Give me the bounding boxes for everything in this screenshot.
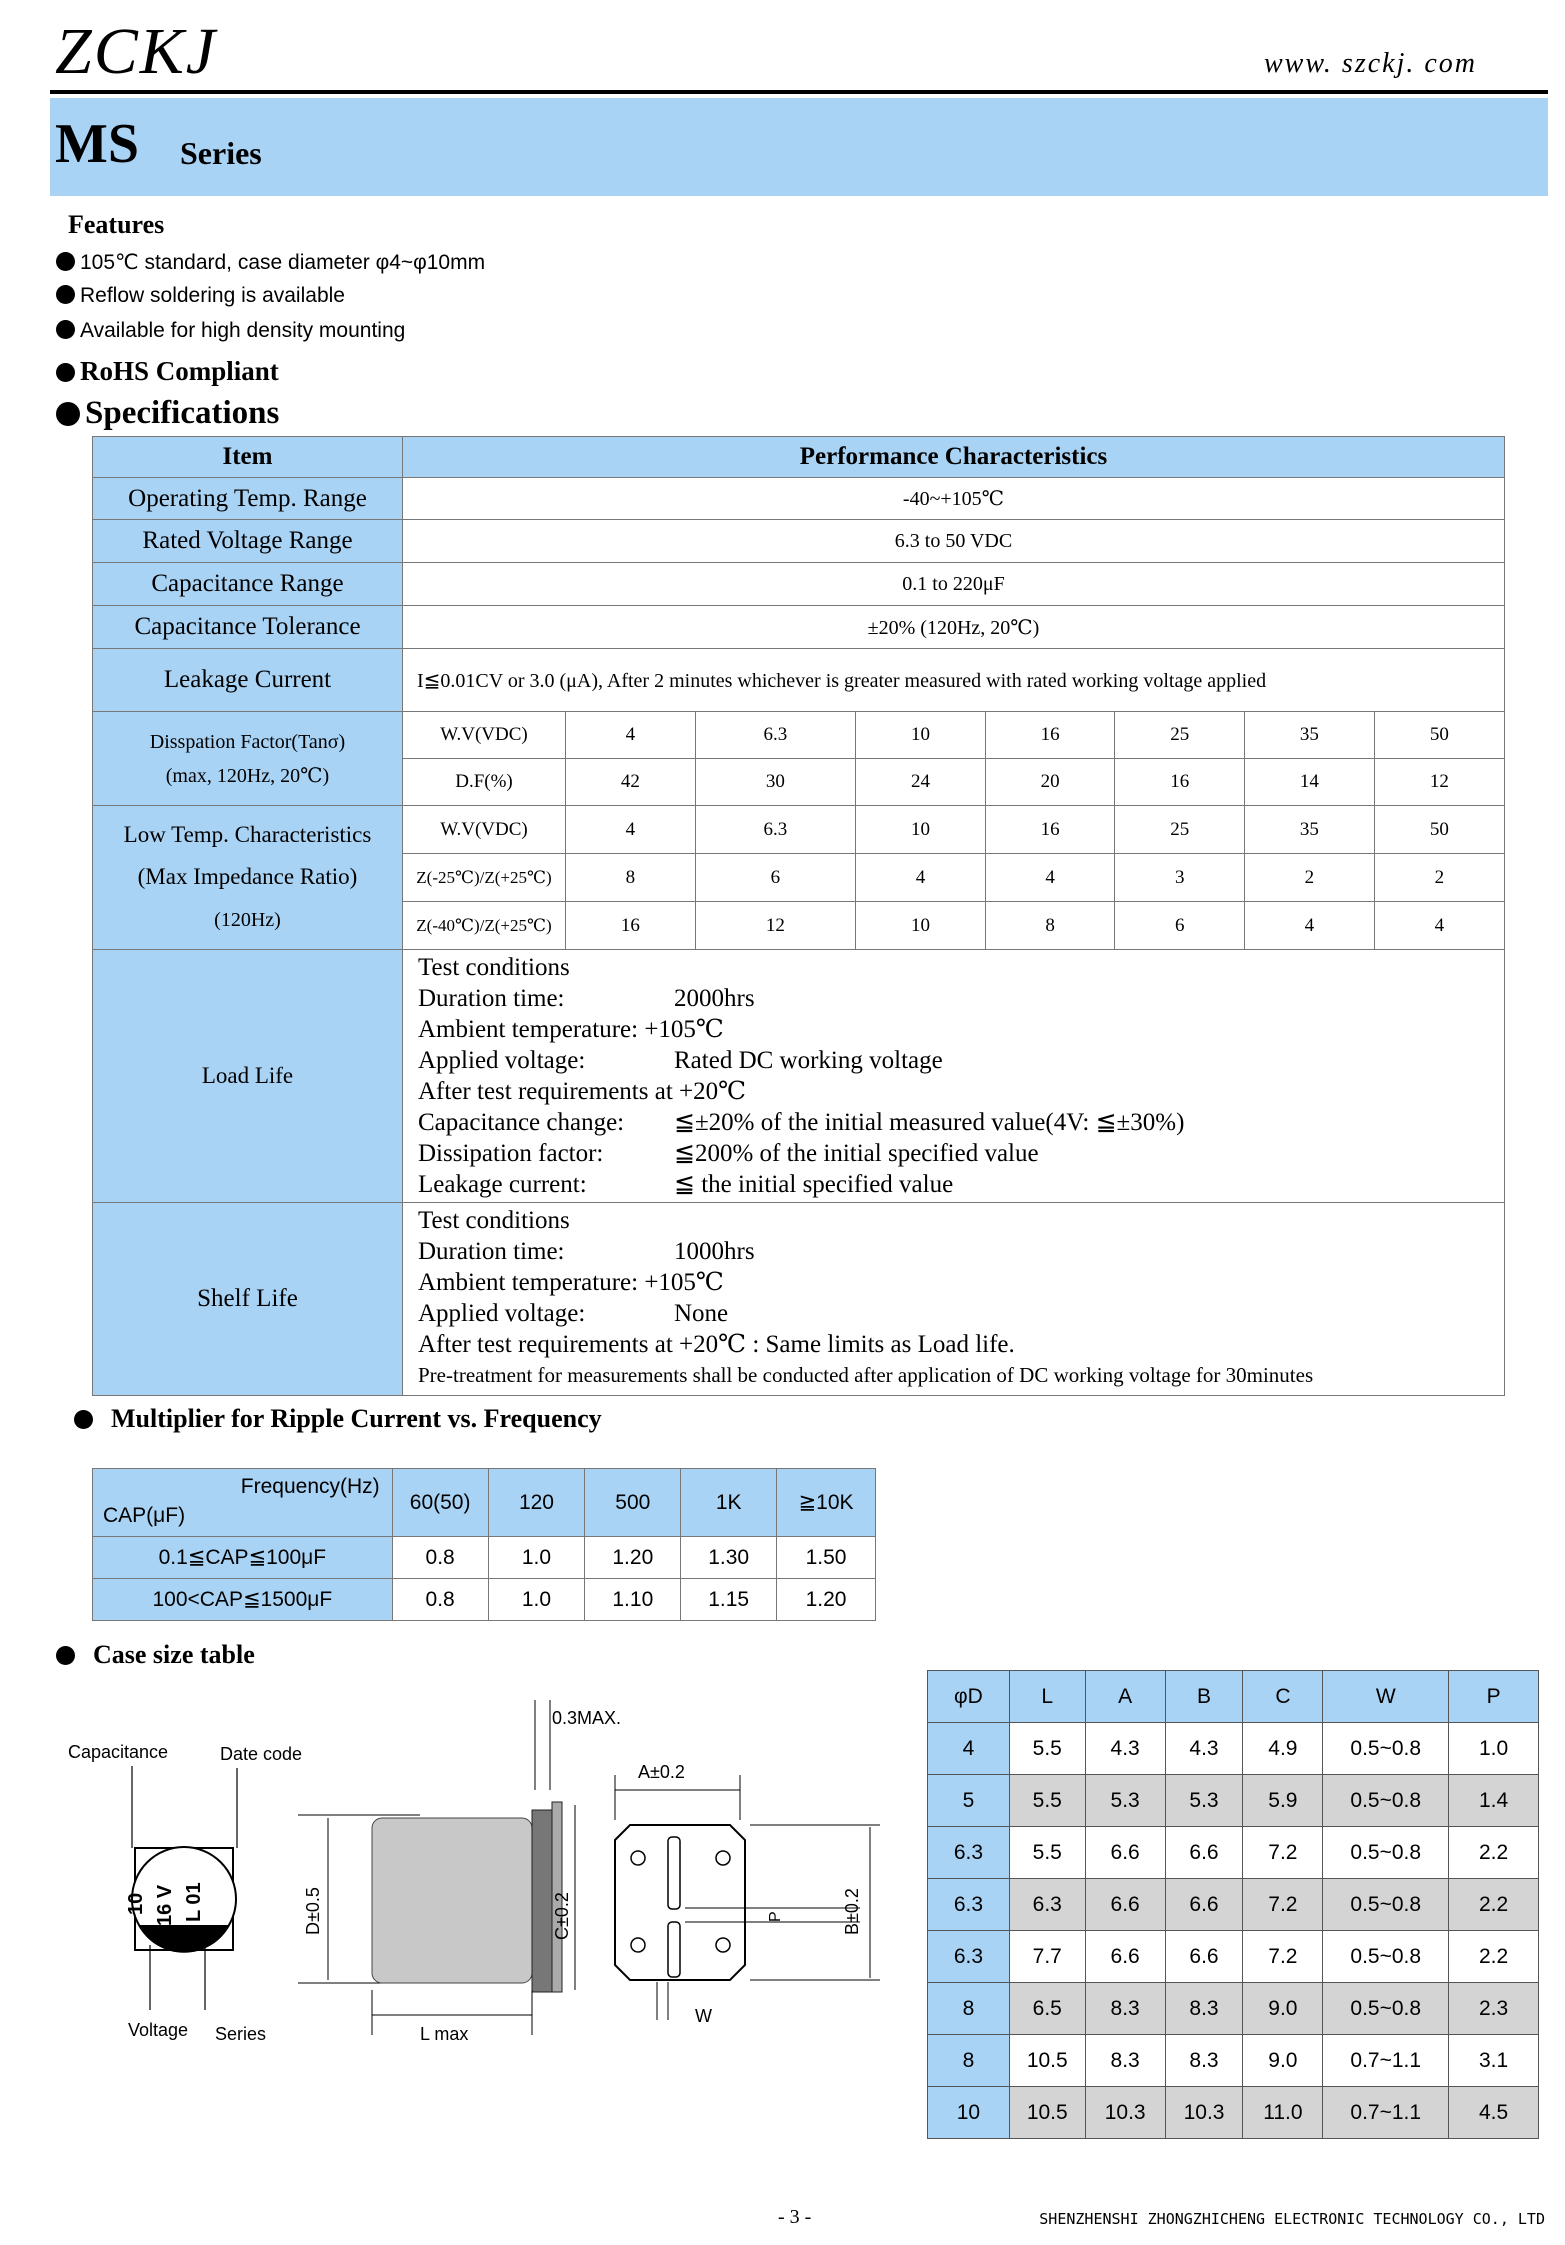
shelf-life-line (418, 1267, 1504, 1298)
load-life-line (418, 1169, 1504, 1200)
cell: 11.0 (1243, 2087, 1323, 2139)
cell: 10.3 (1165, 2087, 1243, 2139)
cell: 6.3 (695, 712, 856, 759)
d-dimension: D±0.5 (303, 1887, 323, 1935)
line-key: Duration time: (418, 1238, 565, 1265)
p-dimension: P (767, 1911, 784, 1922)
l-dimension: L max (420, 2024, 469, 2044)
cell: 2 (1245, 854, 1375, 902)
cell: 1.20 (777, 1579, 876, 1621)
bullet-icon (56, 320, 75, 339)
cell: 8.3 (1165, 2035, 1243, 2087)
w-dimension: W (695, 2006, 712, 2026)
cell: 4.3 (1165, 1723, 1243, 1775)
cell: 4.5 (1449, 2087, 1539, 2139)
col-header: A (1085, 1671, 1165, 1723)
load-life-line (418, 952, 1504, 983)
load-life-line (418, 1014, 1504, 1045)
line-key: After test requirements at +20℃ : Same limits as Load life. (418, 1331, 1015, 1358)
spec-item: Capacitance Range (93, 563, 403, 606)
cell: 50 (1374, 712, 1504, 759)
cell: 30 (695, 759, 856, 806)
rohs-text: RoHS Compliant (80, 356, 279, 386)
cell: 0.8 (392, 1537, 488, 1579)
cell: 0.8 (392, 1579, 488, 1621)
freq-header: 500 (585, 1469, 681, 1537)
cell: 2.2 (1449, 1931, 1539, 1983)
cell: 14 (1245, 759, 1375, 806)
cell: 25 (1115, 806, 1245, 854)
cell: 10 (928, 2087, 1010, 2139)
cell: 1.10 (585, 1579, 681, 1621)
bullet-icon (56, 363, 75, 382)
cell: 12 (695, 902, 856, 950)
cell: 8 (985, 902, 1115, 950)
cell: 10 (856, 712, 986, 759)
cap-range: 0.1≦CAP≦100μF (93, 1537, 393, 1579)
table-row (928, 1931, 1539, 1983)
bullet-icon (56, 1646, 75, 1665)
cell: 0.7~1.1 (1323, 2087, 1449, 2139)
col-header: C (1243, 1671, 1323, 1723)
cell: 4 (856, 854, 986, 902)
cell: 1.0 (1449, 1723, 1539, 1775)
freq-label: Frequency(Hz) (240, 1475, 380, 1498)
feature-text: Reflow soldering is available (80, 284, 345, 307)
lt-label (93, 806, 403, 950)
spec-item: Leakage Current (93, 649, 403, 712)
shelf-life-line (418, 1205, 1504, 1236)
shelf-life-block (403, 1203, 1505, 1396)
feature-text: Available for high density mounting (80, 319, 406, 342)
c-dimension: C±0.2 (552, 1892, 572, 1940)
cell: 4 (985, 854, 1115, 902)
spec-item: Rated Voltage Range (93, 520, 403, 563)
df-label-line: (max, 120Hz, 20℃) (165, 764, 330, 787)
df-label (93, 712, 403, 806)
cell: 6.3 (1009, 1879, 1085, 1931)
line-key: Test conditions (418, 954, 570, 981)
cell: 25 (1115, 712, 1245, 759)
cell: 16 (1115, 759, 1245, 806)
line-key: Ambient temperature: (418, 1269, 639, 1296)
cell: 50 (1374, 806, 1504, 854)
spec-value: I≦0.01CV or 3.0 (μA), After 2 minutes whichever is greater measured with rated working voltage applied (403, 649, 1505, 712)
cell: 6.3 (928, 1827, 1010, 1879)
cell: 6.3 (928, 1931, 1010, 1983)
cell: 10 (856, 806, 986, 854)
specifications-title (56, 395, 279, 432)
cell: 35 (1245, 712, 1375, 759)
spec-value: 0.1 to 220μF (403, 563, 1505, 606)
table-row (928, 1879, 1539, 1931)
series-banner (50, 98, 1548, 196)
terminal-pad (668, 1837, 680, 1909)
table-row (928, 1983, 1539, 2035)
rohs-compliant (56, 356, 279, 387)
line-key: Leakage current: (418, 1171, 587, 1198)
table-row (928, 1827, 1539, 1879)
spec-value: ±20% (120Hz, 20℃) (403, 606, 1505, 649)
bullet-icon (56, 402, 80, 426)
cell: 0.5~0.8 (1323, 1775, 1449, 1827)
cell: 0.5~0.8 (1323, 1983, 1449, 2035)
cell: 6.6 (1165, 1931, 1243, 1983)
cell: 0.5~0.8 (1323, 1879, 1449, 1931)
lt-label-line: (120Hz) (214, 909, 281, 931)
line-value: Rated DC working voltage (674, 1047, 943, 1074)
cell: 4 (928, 1723, 1010, 1775)
cell: 1.0 (488, 1537, 585, 1579)
ripple-title-text: Multiplier for Ripple Current vs. Frequency (111, 1404, 602, 1433)
cell: 1.4 (1449, 1775, 1539, 1827)
spec-value: -40~+105℃ (403, 478, 1505, 520)
cell: 10.5 (1009, 2087, 1085, 2139)
cell: 12 (1374, 759, 1504, 806)
spec-item: Operating Temp. Range (93, 478, 403, 520)
load-life-label: Load Life (93, 950, 403, 1203)
line-value: ≦ the initial specified value (674, 1171, 954, 1198)
cell: 6.5 (1009, 1983, 1085, 2035)
cell: 35 (1245, 806, 1375, 854)
cell: 5.9 (1243, 1775, 1323, 1827)
wv-label: W.V(VDC) (403, 806, 566, 854)
cell: 0.7~1.1 (1323, 2035, 1449, 2087)
cell: 16 (985, 806, 1115, 854)
table-row (928, 2035, 1539, 2087)
table-row (928, 1723, 1539, 1775)
cell: 3.1 (1449, 2035, 1539, 2087)
polarity-band (138, 1925, 230, 1953)
line-value: 1000hrs (674, 1238, 755, 1265)
cell: 4 (1245, 902, 1375, 950)
line-value: ≦±20% of the initial measured value(4V: ≦±30%) (674, 1109, 1185, 1136)
col-header: B (1165, 1671, 1243, 1723)
cell: 6 (1115, 902, 1245, 950)
brand-logo: ZCKJ (55, 15, 218, 88)
cell: 9.0 (1243, 2035, 1323, 2087)
col-header: φD (928, 1671, 1010, 1723)
cell: 7.2 (1243, 1827, 1323, 1879)
line-value: None (674, 1300, 729, 1327)
specifications-table (92, 436, 1505, 1396)
cell: 6.3 (695, 806, 856, 854)
freq-header: 1K (681, 1469, 777, 1537)
cell: 7.7 (1009, 1931, 1085, 1983)
cell: 1.50 (777, 1537, 876, 1579)
cell: 4 (566, 806, 696, 854)
ripple-title (74, 1404, 602, 1434)
cell: 8.3 (1085, 1983, 1165, 2035)
cell: 42 (566, 759, 696, 806)
cell: 6.6 (1085, 1827, 1165, 1879)
shelf-life-label: Shelf Life (93, 1203, 403, 1396)
cell: 16 (566, 902, 696, 950)
df-label-line: Disspation Factor(Tanσ) (149, 730, 346, 753)
shelf-life-line (418, 1329, 1504, 1360)
cell: 0.5~0.8 (1323, 1723, 1449, 1775)
cell: 20 (985, 759, 1115, 806)
load-life-line (418, 1138, 1504, 1169)
load-life-line (418, 1045, 1504, 1076)
terminal-pad (668, 1922, 680, 1977)
df-row-label: D.F(%) (403, 759, 566, 806)
shelf-life-line (418, 1236, 1504, 1267)
voltage-caption: Voltage (128, 2020, 189, 2040)
cell: 8 (566, 854, 696, 902)
freq-header: ≧10K (777, 1469, 876, 1537)
spec-item: Capacitance Tolerance (93, 606, 403, 649)
cell: 6.6 (1085, 1931, 1165, 1983)
cell: 1.0 (488, 1579, 585, 1621)
freq-header: 60(50) (392, 1469, 488, 1537)
col-header: W (1323, 1671, 1449, 1723)
cell: 6 (695, 854, 856, 902)
cell: 0.5~0.8 (1323, 1827, 1449, 1879)
z40-label: Z(-40℃)/Z(+25℃) (403, 902, 566, 950)
shelf-life-line (418, 1298, 1504, 1329)
cell: 5.5 (1009, 1827, 1085, 1879)
lt-label-line: (Max Impedance Ratio) (137, 864, 358, 889)
a-dimension: A±0.2 (638, 1762, 685, 1782)
line-value: +105℃ (644, 1016, 724, 1043)
cell: 0.5~0.8 (1323, 1931, 1449, 1983)
feature-item (56, 319, 405, 343)
cell: 2 (1374, 854, 1504, 902)
mark-code: L 01 (183, 1882, 205, 1922)
line-key: Duration time: (418, 985, 565, 1012)
cell: 9.0 (1243, 1983, 1323, 2035)
cell: 8.3 (1085, 2035, 1165, 2087)
b-dimension: B±0.2 (842, 1888, 862, 1935)
bullet-icon (74, 1410, 93, 1429)
cell: 7.2 (1243, 1931, 1323, 1983)
z25-label: Z(-25℃)/Z(+25℃) (403, 854, 566, 902)
cell: 7.2 (1243, 1879, 1323, 1931)
cell: 6.6 (1085, 1879, 1165, 1931)
cell: 2.3 (1449, 1983, 1539, 2035)
cell: 5.3 (1165, 1775, 1243, 1827)
feature-item (56, 284, 345, 308)
max-03-dimension: 0.3MAX. (552, 1708, 622, 1728)
load-life-line (418, 1107, 1504, 1138)
pretreatment-note: Pre-treatment for measurements shall be conducted after application of DC working voltage for 30minutes (418, 1363, 1314, 1387)
capacitance-caption: Capacitance (68, 1742, 169, 1762)
cell: 10.5 (1009, 2035, 1085, 2087)
line-value: 2000hrs (674, 985, 755, 1012)
line-key: Applied voltage: (418, 1047, 586, 1074)
cell: 6.6 (1165, 1827, 1243, 1879)
cell: 4.9 (1243, 1723, 1323, 1775)
bullet-icon (56, 252, 75, 271)
load-life-line (418, 983, 1504, 1014)
series-code: MS (55, 113, 139, 175)
spec-value: 6.3 to 50 VDC (403, 520, 1505, 563)
cell: 1.20 (585, 1537, 681, 1579)
features-title: Features (68, 210, 165, 239)
line-key: Applied voltage: (418, 1300, 586, 1327)
page-number: - 3 - (778, 2206, 812, 2228)
line-value: +105℃ (644, 1269, 724, 1296)
col-item-header: Item (93, 437, 403, 478)
lt-label-line: Low Temp. Characteristics (123, 822, 372, 847)
case-size-table (927, 1670, 1539, 2139)
case-dimension-drawing (40, 1690, 900, 2050)
website-url[interactable]: www. szckj. com (1263, 48, 1477, 79)
cell: 1.30 (681, 1537, 777, 1579)
cell: 5.3 (1085, 1775, 1165, 1827)
cell: 8.3 (1165, 1983, 1243, 2035)
col-header: P (1449, 1671, 1539, 1723)
cell: 5 (928, 1775, 1010, 1827)
line-key: After test requirements at +20℃ (418, 1078, 747, 1105)
specifications-text: Specifications (85, 395, 280, 431)
cell: 8 (928, 2035, 1010, 2087)
mark-voltage: 16 V (154, 1884, 176, 1926)
line-key: Dissipation factor: (418, 1140, 604, 1167)
series-word: Series (180, 135, 262, 171)
table-row (928, 2087, 1539, 2139)
cap-range: 100<CAP≦1500μF (93, 1579, 393, 1621)
line-key: Capacitance change: (418, 1109, 625, 1136)
cell: 10.3 (1085, 2087, 1165, 2139)
line-key: Test conditions (418, 1207, 570, 1234)
cell: 6.6 (1165, 1879, 1243, 1931)
col-performance-header: Performance Characteristics (403, 437, 1505, 478)
date-code-caption: Date code (220, 1744, 303, 1764)
line-key: Ambient temperature: (418, 1016, 639, 1043)
cell: 10 (856, 902, 986, 950)
can-side-body (372, 1818, 532, 1983)
bullet-icon (56, 285, 75, 304)
cell: 3 (1115, 854, 1245, 902)
feature-item (56, 250, 485, 275)
cell: 1.15 (681, 1579, 777, 1621)
line-value: ≦200% of the initial specified value (674, 1140, 1039, 1167)
cell: 8 (928, 1983, 1010, 2035)
cell: 16 (985, 712, 1115, 759)
cell: 2.2 (1449, 1827, 1539, 1879)
base-side (532, 1810, 552, 1992)
table-row (928, 1775, 1539, 1827)
load-life-line (418, 1076, 1504, 1107)
company-name: SHENZHENSHI ZHONGZHICHENG ELECTRONIC TECHNOLOGY CO., LTD (1039, 2210, 1545, 2228)
freq-header: 120 (488, 1469, 585, 1537)
cell: 24 (856, 759, 986, 806)
cell: 4.3 (1085, 1723, 1165, 1775)
case-size-title-text: Case size table (93, 1640, 255, 1669)
cell: 5.5 (1009, 1775, 1085, 1827)
case-size-title (56, 1640, 255, 1670)
ripple-table (92, 1468, 876, 1621)
mark-capacitance: 10 (125, 1892, 147, 1915)
cell: 4 (1374, 902, 1504, 950)
cell: 2.2 (1449, 1879, 1539, 1931)
load-life-block (403, 950, 1505, 1203)
feature-text: 105℃ standard, case diameter φ4~φ10mm (80, 251, 486, 274)
cell: 5.5 (1009, 1723, 1085, 1775)
series-caption: Series (215, 2024, 267, 2044)
header-rule (50, 90, 1548, 94)
freq-cap-corner (93, 1469, 393, 1537)
cell: 4 (566, 712, 696, 759)
cell: 6.3 (928, 1879, 1010, 1931)
cap-label: CAP(μF) (103, 1504, 186, 1527)
wv-label: W.V(VDC) (403, 712, 566, 759)
col-header: L (1009, 1671, 1085, 1723)
